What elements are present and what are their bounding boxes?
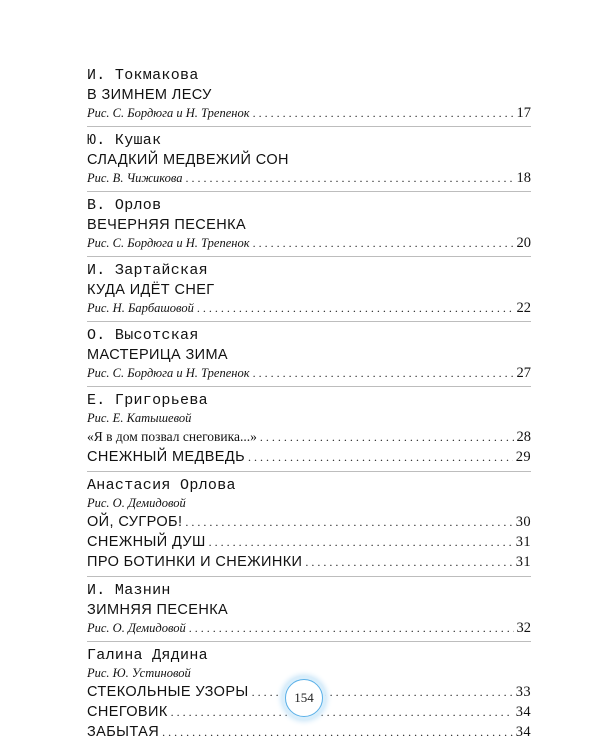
toc-group xyxy=(87,197,531,252)
table-of-contents xyxy=(87,67,531,742)
divider xyxy=(87,191,531,192)
page-number: 18 xyxy=(516,170,531,186)
illustrator-credit: Рис. С. Бордюга и Н. Трепенок xyxy=(87,366,250,380)
work-title: ЗИМНЯЯ ПЕСЕНКА xyxy=(87,602,229,618)
page-number: 34 xyxy=(515,724,531,740)
illustrator-credit: Рис. С. Бордюга и Н. Трепенок xyxy=(87,236,250,250)
work-title: ОЙ, СУГРОБ! xyxy=(87,514,183,530)
illustrator-credit: Рис. В. Чижикова xyxy=(87,171,183,185)
toc-entry[interactable] xyxy=(87,427,531,447)
dot-leader xyxy=(189,620,514,637)
dot-leader xyxy=(253,235,514,252)
divider xyxy=(87,641,531,642)
author-name: Ю. Кушак xyxy=(87,132,162,149)
page-number: 28 xyxy=(516,429,531,445)
dot-leader xyxy=(260,427,514,447)
toc-group xyxy=(87,477,531,572)
toc-entry[interactable] xyxy=(87,365,531,382)
divider xyxy=(87,126,531,127)
dot-leader xyxy=(209,532,513,552)
page-number-badge: 154 xyxy=(285,679,323,717)
toc-group xyxy=(87,392,531,467)
toc-entry[interactable] xyxy=(87,722,531,742)
dot-leader xyxy=(171,702,513,722)
page-number: 33 xyxy=(515,684,531,700)
illustrator-credit: Рис. С. Бордюга и Н. Трепенок xyxy=(87,106,250,120)
work-title: ЗАБЫТАЯ xyxy=(87,724,160,740)
page-number: 32 xyxy=(516,620,531,636)
page-number: 34 xyxy=(515,704,531,720)
work-title: СНЕЖНЫЙ ДУШ xyxy=(87,534,206,550)
dot-leader xyxy=(305,552,512,572)
toc-entry[interactable] xyxy=(87,620,531,637)
divider xyxy=(87,576,531,577)
author-name: Е. Григорьева xyxy=(87,392,208,409)
work-title: КУДА ИДЁТ СНЕГ xyxy=(87,282,215,298)
toc-entry[interactable] xyxy=(87,235,531,252)
author-name: Галина Дядина xyxy=(87,647,208,664)
work-title: МАСТЕРИЦА ЗИМА xyxy=(87,347,228,363)
author-name: И. Токмакова xyxy=(87,67,199,84)
author-name: О. Высотская xyxy=(87,327,199,344)
toc-group xyxy=(87,582,531,637)
work-title: ПРО БОТИНКИ И СНЕЖИНКИ xyxy=(87,554,303,570)
work-title: СНЕГОВИК xyxy=(87,704,168,720)
work-title: В ЗИМНЕМ ЛЕСУ xyxy=(87,87,212,103)
page-number: 31 xyxy=(515,554,531,570)
work-title: СЛАДКИЙ МЕДВЕЖИЙ СОН xyxy=(87,152,289,168)
toc-entry[interactable] xyxy=(87,170,531,187)
toc-group xyxy=(87,327,531,382)
dot-leader xyxy=(162,722,513,742)
divider xyxy=(87,386,531,387)
toc-entry[interactable] xyxy=(87,512,531,532)
dot-leader xyxy=(186,170,514,187)
toc-group xyxy=(87,262,531,317)
page-number: 20 xyxy=(516,235,531,251)
dot-leader xyxy=(253,105,514,122)
page-number: 31 xyxy=(515,534,531,550)
toc-entry[interactable] xyxy=(87,552,531,572)
author-name: И. Мазнин xyxy=(87,582,171,599)
work-title: СНЕЖНЫЙ МЕДВЕДЬ xyxy=(87,449,246,465)
author-name: В. Орлов xyxy=(87,197,162,214)
illustrator-credit: Рис. Е. Катышевой xyxy=(87,411,192,425)
illustrator-credit: Рис. Ю. Устиновой xyxy=(87,666,191,680)
author-name: Анастасия Орлова xyxy=(87,477,236,494)
work-title: СТЕКОЛЬНЫЕ УЗОРЫ xyxy=(87,684,249,700)
toc-group xyxy=(87,132,531,187)
page-number: 22 xyxy=(516,300,531,316)
poem-title: «Я в дом позвал снеговика...» xyxy=(87,429,257,444)
toc-entry[interactable] xyxy=(87,532,531,552)
page-number: 17 xyxy=(516,105,531,121)
author-name: И. Зартайская xyxy=(87,262,208,279)
page-number: 27 xyxy=(516,365,531,381)
toc-entry[interactable] xyxy=(87,300,531,317)
dot-leader xyxy=(185,512,512,532)
illustrator-credit: Рис. О. Демидовой xyxy=(87,621,186,635)
illustrator-credit: Рис. Н. Барбашовой xyxy=(87,301,194,315)
illustrator-credit: Рис. О. Демидовой xyxy=(87,496,186,510)
divider xyxy=(87,256,531,257)
divider xyxy=(87,321,531,322)
dot-leader xyxy=(248,447,513,467)
page-number: 29 xyxy=(515,449,531,465)
toc-entry[interactable] xyxy=(87,105,531,122)
work-title: ВЕЧЕРНЯЯ ПЕСЕНКА xyxy=(87,217,247,233)
toc-group xyxy=(87,67,531,122)
toc-entry[interactable] xyxy=(87,447,531,467)
page-number: 30 xyxy=(515,514,531,530)
divider xyxy=(87,471,531,472)
dot-leader xyxy=(197,300,514,317)
dot-leader xyxy=(253,365,514,382)
